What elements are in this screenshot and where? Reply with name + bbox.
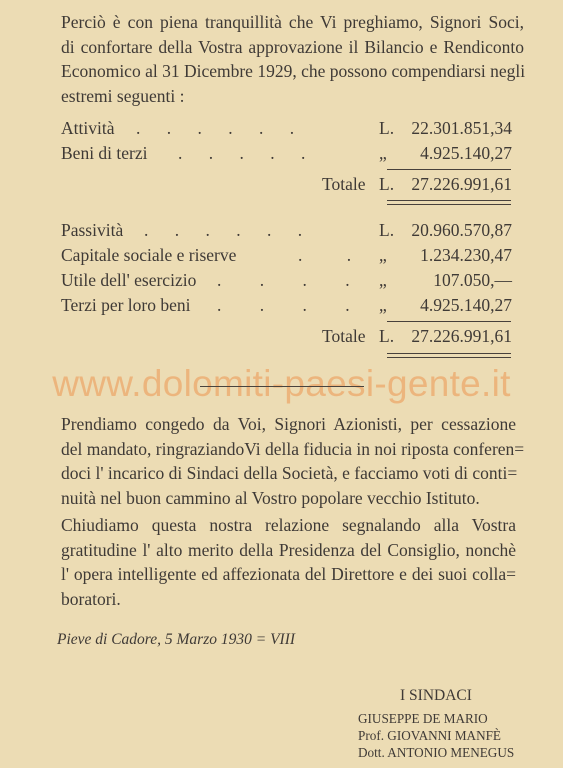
place-date: Pieve di Cadore, 5 Marzo 1930 = VIII: [57, 631, 296, 648]
ledger-label: Capitale sociale e riserve: [61, 245, 237, 265]
signatory-name: Prof. GIOVANNI MANFÈ: [358, 728, 501, 743]
ledger-dots: . . . . . .: [136, 118, 295, 138]
total-double-rule: [387, 204, 511, 205]
closing-line: l' opera intelligente ed affezionata del Direttore e dei suoi colla=: [61, 564, 516, 584]
signatories-title: I SINDACI: [400, 687, 472, 704]
ledger-amount: 22.301.851,34: [411, 118, 512, 138]
total-row: [0, 324, 563, 348]
total-amount: 27.226.991,61: [411, 174, 512, 194]
ledger-currency: L.: [379, 220, 395, 240]
total-currency: L.: [379, 174, 395, 194]
ledger-amount: 107.050,—: [433, 270, 512, 290]
section-divider: [200, 386, 364, 387]
total-currency: L.: [379, 326, 395, 346]
subtotal-rule: [387, 169, 511, 170]
ledger-label: Attività: [61, 118, 115, 138]
ledger-currency: „: [379, 245, 387, 265]
total-label: Totale: [322, 174, 366, 194]
subtotal-rule: [387, 321, 511, 322]
closing-line: del mandato, ringraziandoVi della fiducia in noi riposta conferen=: [61, 438, 525, 459]
ledger-label: Beni di terzi: [61, 143, 148, 163]
ledger-dots: . . . .: [217, 270, 350, 290]
closing-line: nuità nel buon cammino al Vostro popolare vecchio Istituto.: [61, 487, 480, 508]
total-double-rule: [387, 200, 511, 201]
total-row: [0, 172, 563, 196]
ledger-label: Terzi per loro beni: [61, 295, 191, 315]
intro-paragraph: [61, 10, 524, 108]
intro-line: estremi seguenti :: [61, 85, 185, 106]
total-double-rule: [387, 357, 511, 358]
ledger-label: Utile dell' esercizio: [61, 270, 197, 290]
signatory-name: Dott. ANTONIO MENEGUS: [358, 745, 515, 760]
intro-line: Perciò è con piena tranquillità che Vi preghiamo, Signori Soci,: [61, 12, 524, 32]
ledger-dots: . . . . . .: [144, 220, 303, 240]
ledger-dots: . . . . .: [178, 143, 306, 163]
ledger-row: [0, 293, 563, 317]
ledger-row: [0, 243, 563, 267]
ledger-dots: . . . .: [217, 295, 350, 315]
intro-line: Economico al 31 Dicembre 1929, che possono compendiarsi negli: [61, 61, 526, 81]
ledger-currency: „: [379, 270, 387, 290]
closing-line: doci l' incarico di Sindaci della Società, e facciamo voti di conti=: [61, 463, 518, 483]
ledger-currency: „: [379, 143, 387, 163]
total-double-rule: [387, 353, 511, 354]
ledger-row: [0, 116, 563, 140]
ledger-amount: 4.925.140,27: [420, 295, 512, 315]
ledger-row: [0, 218, 563, 242]
total-label: Totale: [322, 326, 366, 346]
ledger-currency: L.: [379, 118, 395, 138]
closing-line: Chiudiamo questa nostra relazione segnalando alla Vostra: [61, 515, 516, 535]
closing-line: boratori.: [61, 588, 121, 609]
signatory-name: GIUSEPPE DE MARIO: [358, 711, 488, 726]
closing-paragraph: [61, 412, 525, 510]
ledger-amount: 20.960.570,87: [411, 220, 512, 240]
ledger-label: Passività: [61, 220, 124, 240]
ledger-dots: . .: [298, 245, 352, 265]
ledger-row: [0, 141, 563, 165]
ledger-amount: 1.234.230,47: [420, 245, 512, 265]
closing-line: Prendiamo congedo da Voi, Signori Azionisti, per cessazione: [61, 414, 516, 434]
closing-paragraph: [61, 513, 516, 611]
ledger-amount: 4.925.140,27: [420, 143, 512, 163]
total-amount: 27.226.991,61: [411, 326, 512, 346]
ledger-row: [0, 268, 563, 292]
closing-line: gratitudine l' alto merito della Presidenza del Consiglio, nonchè: [61, 539, 516, 560]
ledger-currency: „: [379, 295, 387, 315]
intro-line: di confortare della Vostra approvazione il Bilancio e Rendiconto: [61, 36, 524, 57]
watermark: www.dolomiti-paesi-gente.it: [52, 363, 511, 404]
